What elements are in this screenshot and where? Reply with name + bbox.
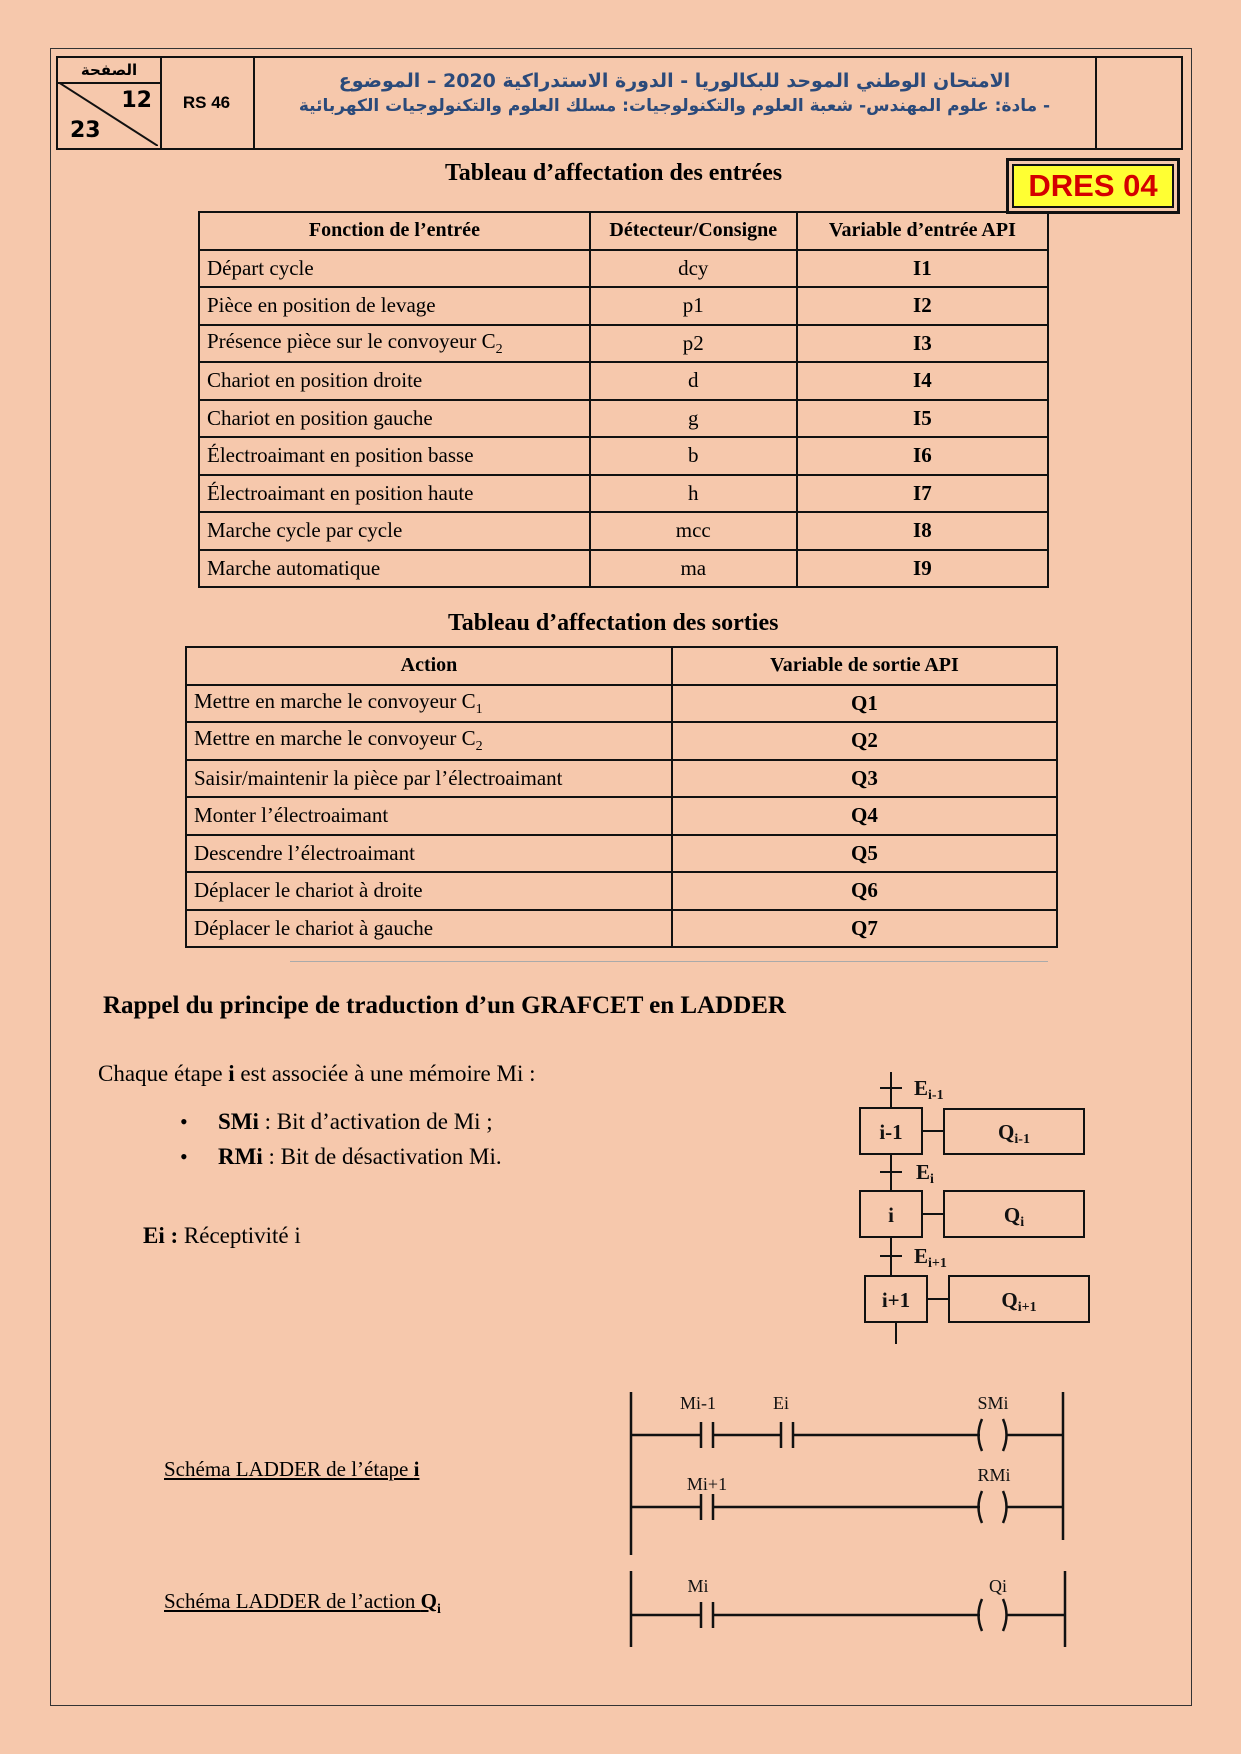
ladder-action-caption [164,1589,441,1618]
inputs-table [198,211,1049,588]
contact-label: Mi+1 [686,1474,728,1494]
grafcet-step-label: i-1 [879,1120,903,1144]
page-number-box [58,58,162,148]
column-header: Variable de sortie API [672,647,1057,685]
cell-variable: I2 [797,287,1048,325]
cell-variable: I3 [797,325,1048,363]
table-header-row [199,212,1048,250]
column-header: Fonction de l’entrée [199,212,590,250]
cell-variable: I6 [797,437,1048,475]
inputs-table-title: Tableau d’affectation des entrées [445,160,783,186]
cell-function: Pièce en position de levage [199,287,590,325]
grafcet-transition-label: Ei-1 [914,1076,944,1103]
dres-badge-label: DRES 04 [1012,164,1174,208]
cell-variable: Q2 [672,722,1057,760]
intro-step: i [228,1061,235,1086]
cell-detector: ma [590,550,797,588]
dres-badge [1006,158,1180,214]
column-header: Variable d’entrée API [797,212,1048,250]
intro-text: est associée à une mémoire Mi : [234,1061,536,1086]
reminder-title: Rappel du principe de traduction d’un GRAFCET en LADDER [103,992,786,1019]
table-row [186,872,1057,910]
ladder-action-diagram [620,1568,1080,1650]
cell-function [199,325,590,363]
bullet-text: : Bit de désactivation Mi. [262,1144,502,1169]
cell-function-text: Présence pièce sur le convoyeur C [207,328,496,353]
page-label: الصفحة [58,60,160,84]
subscript: 2 [475,739,483,755]
contact-label: Ei [773,1393,789,1413]
cell-variable: Q7 [672,910,1057,948]
ei-key: Ei : [143,1223,179,1248]
list-item [218,1104,502,1139]
cell-detector: p2 [590,325,797,363]
grafcet-step-label: i+1 [881,1288,911,1312]
intro-text: Chaque étape [98,1061,229,1086]
subscript: 2 [495,341,503,357]
cell-variable: I4 [797,362,1048,400]
caption-step: i [413,1457,420,1481]
coil-label: RMi [977,1465,1011,1485]
table-header-row [186,647,1057,685]
cell-detector: d [590,362,797,400]
cell-variable: I5 [797,400,1048,438]
table-row [186,835,1057,873]
table-row [186,685,1057,723]
cell-detector: dcy [590,250,797,288]
cell-detector: mcc [590,512,797,550]
grafcet-action-label: Qi+1 [1001,1288,1037,1315]
grafcet-action-label: Qi [1003,1203,1025,1230]
cell-action: Monter l’électroaimant [186,797,672,835]
cell-action: Saisir/maintenir la pièce par l’électroaimant [186,760,672,798]
exam-title [253,58,1096,148]
cell-function: Chariot en position droite [199,362,590,400]
grafcet-diagram [840,1068,1100,1348]
table-row [186,797,1057,835]
caption-text: Schéma LADDER de l’étape [164,1457,414,1481]
cell-action-text: Mettre en marche le convoyeur C [194,726,476,751]
table-row [186,910,1057,948]
bullet-text: : Bit d’activation de Mi ; [258,1109,493,1134]
grafcet-transition-label: Ei [916,1160,934,1187]
cell-action [186,722,672,760]
column-header: Détecteur/Consigne [590,212,797,250]
outputs-table-title: Tableau d’affectation des sorties [448,610,779,636]
table-row [199,550,1048,588]
reminder-intro [98,1061,536,1087]
subscript: 1 [475,701,483,717]
coil-label: Qi [989,1576,1007,1596]
cell-function: Marche automatique [199,550,590,588]
grafcet-transition-label: Ei+1 [914,1244,947,1271]
cell-variable: Q3 [672,760,1057,798]
bullet-key: SMi [218,1109,259,1134]
contact-label: Mi [687,1576,709,1596]
contact-label: Mi-1 [680,1393,716,1413]
cell-variable: I1 [797,250,1048,288]
outputs-table [185,646,1058,948]
cell-action: Déplacer le chariot à gauche [186,910,672,948]
ladder-step-caption [164,1457,419,1482]
cell-variable: I8 [797,512,1048,550]
page-number: 12 [121,88,152,113]
receptivity-definition [143,1223,301,1249]
header-divider [1095,58,1097,148]
table-row [199,512,1048,550]
ei-text: Réceptivité i [178,1223,301,1248]
table-row [199,287,1048,325]
ladder-step-diagram [620,1385,1080,1560]
cell-variable: Q6 [672,872,1057,910]
cell-variable: I7 [797,475,1048,513]
table-row [199,400,1048,438]
bullet-key: RMi [218,1144,263,1169]
divider [290,961,1048,962]
table-row [199,475,1048,513]
cell-action [186,685,672,723]
cell-detector: b [590,437,797,475]
table-row [186,722,1057,760]
table-row [199,362,1048,400]
exam-header [56,56,1183,150]
cell-action-text: Mettre en marche le convoyeur C [194,688,476,713]
caption-action: Q [420,1589,437,1613]
exam-title-line2: - مادة: علوم المهندس- شعبة العلوم والتكنولوجيات: مسلك العلوم والتكنولوجيات الكهربائية [298,96,1051,116]
cell-detector: p1 [590,287,797,325]
list-item [218,1139,502,1174]
cell-function: Électroaimant en position haute [199,475,590,513]
reminder-bullets [218,1104,502,1174]
cell-function: Marche cycle par cycle [199,512,590,550]
exam-title-line1: الامتحان الوطني الموحد للبكالوريا - الدورة الاستدراكية 2020 – الموضوع [338,70,1011,92]
table-row [199,250,1048,288]
grafcet-action-label: Qi-1 [998,1120,1030,1147]
cell-detector: g [590,400,797,438]
cell-variable: Q4 [672,797,1057,835]
cell-action: Déplacer le chariot à droite [186,872,672,910]
exam-code: RS 46 [160,58,255,148]
grafcet-step-label: i [888,1203,894,1227]
cell-variable: Q5 [672,835,1057,873]
cell-function: Chariot en position gauche [199,400,590,438]
cell-function: Départ cycle [199,250,590,288]
column-header: Action [186,647,672,685]
page-total: 23 [70,118,101,143]
cell-detector: h [590,475,797,513]
subscript: i [436,1602,441,1618]
cell-function: Électroaimant en position basse [199,437,590,475]
table-row [199,325,1048,363]
cell-variable: I9 [797,550,1048,588]
cell-variable: Q1 [672,685,1057,723]
table-row [199,437,1048,475]
cell-action: Descendre l’électroaimant [186,835,672,873]
table-row [186,760,1057,798]
coil-label: SMi [977,1393,1009,1413]
caption-text: Schéma LADDER de l’action [164,1589,421,1613]
